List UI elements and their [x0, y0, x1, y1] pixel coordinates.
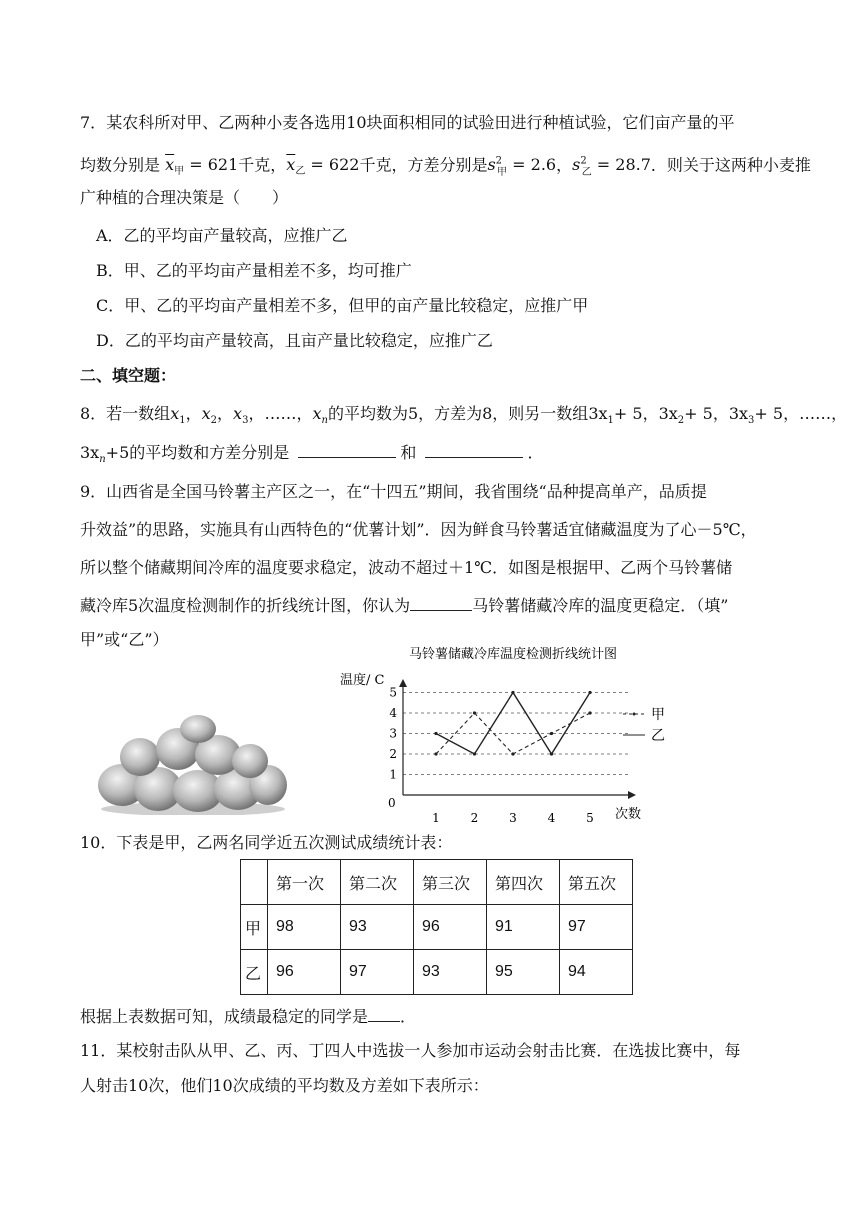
mean-yi-val: = 622 [310, 155, 360, 175]
chart-y-label: 温度/ C [340, 673, 385, 688]
q8-line-1 [80, 404, 847, 431]
q7-unit-1: 千克， [238, 155, 287, 175]
q10-after-text: 根据上表数据可知，成绩最稳定的同学是 [80, 1007, 369, 1026]
q9-line-2: 升效益”的思路，实施具有山西特色的“优薯计划”．因为鲜食马铃薯适宜储藏温度为了心－5℃， [80, 520, 757, 539]
q8-text-b: 的平均数为5，方差为8，则另一数组 [327, 404, 589, 423]
var-jia-sup: 2 [495, 156, 503, 167]
chart-x-label: 次数 [615, 807, 642, 822]
q8-x1: x [170, 404, 180, 423]
q8-dots: ，……， [248, 404, 313, 423]
q8-blank-mean[interactable] [298, 443, 396, 458]
table-header-cell: 第一次 [268, 860, 341, 905]
chart-y-axis-arrow [399, 679, 407, 687]
chart-legend-label: 甲 [651, 707, 665, 723]
table-cell: 91 [487, 905, 560, 950]
chart-x-tick-label: 5 [586, 811, 594, 825]
table-cell: 96 [268, 950, 341, 995]
table-row-label: 乙 [241, 950, 268, 995]
q11-line-1: 11．某校射击队从甲、乙、丙、丁四人中选拔一人参加市运动会射击比赛．在选拔比赛中，每 [80, 1041, 741, 1060]
q8-l2-plus: +5 [105, 443, 130, 462]
chart-point [550, 752, 553, 755]
q8-x2-sub: 2 [210, 415, 218, 427]
q7-line-3: 广种植的合理决策是（ ） [80, 188, 289, 207]
chart-point [550, 732, 553, 735]
chart-point [511, 691, 514, 694]
chart-point [511, 752, 514, 755]
chart-point [434, 752, 437, 755]
table-header-cell: 第五次 [560, 860, 633, 905]
q7-text-2end: ．则关于这两种小麦推 [650, 155, 811, 175]
q8-l2-text: 的平均数和方差分别是 [129, 443, 290, 462]
q7-option-c: C．甲、乙的平均亩产量相差不多，但甲的亩产量比较稳定，应推广甲 [96, 296, 589, 315]
q7-text-2a: 均数分别是 [80, 155, 161, 175]
q10-after [80, 1007, 416, 1027]
q7-option-a: A．乙的平均亩产量较高，应推广乙 [96, 226, 348, 245]
mean-jia-sub: 甲 [174, 166, 185, 178]
chart-legend-marker [633, 713, 636, 716]
mean-yi-expr [286, 155, 360, 178]
section-heading: 二、填空题： [80, 366, 177, 385]
q10-blank[interactable] [368, 1007, 400, 1022]
chart-y-tick-label: 3 [389, 726, 397, 741]
table-cell: 93 [414, 950, 487, 995]
q8-xn-sub: n [321, 415, 328, 427]
table-cell: 96 [414, 905, 487, 950]
q8-text-a: 8．若一数组 [80, 404, 171, 423]
chart-title: 马铃薯储藏冷库温度检测折线统计图 [408, 647, 618, 662]
chart-x-axis-arrow [628, 791, 636, 799]
q11-line-2: 人射击10次，他们10次成绩的平均数及方差如下表所示： [80, 1076, 489, 1095]
chart-legend-label: 乙 [651, 728, 665, 744]
q8-comma-1: ， [185, 404, 202, 423]
q9-line-3: 所以整个储藏期间冷库的温度要求稳定，波动不超过＋1℃．如图是根据甲、乙两个马铃薯储 [80, 558, 733, 577]
q10-after-end: ． [400, 1007, 417, 1026]
q9-text-4b: 马铃薯储藏冷库的温度更稳定．（填” [472, 596, 729, 615]
q8-e1-sub: 1 [607, 415, 614, 427]
q8-e3: 3x [728, 404, 749, 423]
q8-e1-plus: + 5 [613, 404, 643, 423]
q7-line-1 [80, 113, 735, 133]
mean-jia-var: $\overline{x}$ [165, 155, 175, 175]
table-cell: 93 [341, 905, 414, 950]
q7-line-2 [80, 152, 811, 183]
chart-point [473, 711, 476, 714]
scores-table [240, 859, 633, 995]
table-row [241, 905, 633, 950]
table-row-label: 甲 [241, 905, 268, 950]
table-header-cell: 第四次 [487, 860, 560, 905]
chart-y-tick-label: 5 [389, 685, 397, 700]
chart-x-tick-label: 3 [509, 811, 517, 825]
q8-e3-plus: + 5 [754, 404, 784, 423]
chart-x-tick-label: 4 [547, 811, 556, 825]
chart-point [588, 711, 591, 714]
var-yi-val: = 28.7 [596, 155, 651, 175]
chart-x-tick-label: 1 [432, 811, 440, 825]
q9-line-5: 甲”或“乙”） [80, 630, 169, 649]
mean-jia-val: = 621 [189, 155, 239, 175]
q8-e2: 3x [658, 404, 678, 423]
var-jia-val: = 2.6 [512, 155, 557, 175]
var-yi-sup: 2 [580, 156, 587, 167]
q8-e1: 3x [588, 404, 608, 423]
chart-point [588, 691, 591, 694]
q8-e3-sub: 3 [748, 415, 755, 427]
q8-comma-4: ， [712, 404, 729, 423]
mean-yi-sub: 乙 [295, 166, 306, 178]
q7-option-d: D．乙的平均亩产量较高，且亩产量比较稳定，应推广乙 [96, 331, 493, 350]
table-cell: 95 [487, 950, 560, 995]
q7-option-b: B．甲、乙的平均亩产量相差不多，均可推广 [96, 261, 412, 280]
q7-sep: ， [556, 155, 573, 175]
var-yi-s: s [572, 155, 581, 175]
q8-comma-2: ， [217, 404, 234, 423]
var-jia-sub: 甲 [497, 166, 508, 178]
table-header-cell: 第二次 [341, 860, 414, 905]
q8-and: 和 [400, 443, 417, 462]
table-cell: 97 [560, 905, 633, 950]
q7-text-1: 某农科所对甲、乙两种小麦各选用10块面积相同的试验田进行种植试验，它们亩产量的平 [106, 113, 735, 132]
q8-l2-sub: n [99, 454, 106, 466]
var-jia-expr [487, 155, 557, 178]
var-jia-s: s [487, 155, 496, 175]
table-cell: 98 [268, 905, 341, 950]
q9-text-4a: 藏冷库5次温度检测制作的折线统计图，你认为 [80, 596, 411, 615]
q8-x2: x [201, 404, 211, 423]
q8-xn: x [312, 404, 322, 423]
q9-line-4 [80, 596, 728, 616]
table-cell: 97 [341, 950, 414, 995]
q8-x1-sub: 1 [179, 415, 186, 427]
table-header-row [241, 860, 633, 905]
q8-e2-plus: + 5 [684, 404, 713, 423]
q10-intro: 10．下表是甲，乙两名同学近五次测试成绩统计表： [80, 833, 453, 852]
q8-x3-sub: 3 [242, 415, 249, 427]
chart-y-tick-label: 2 [389, 747, 397, 761]
q7-number: 7． [80, 113, 107, 132]
chart-x-tick-label: 2 [470, 811, 479, 825]
q8-e2-sub: 2 [677, 415, 685, 427]
table-header-cell [241, 860, 268, 905]
table-header-cell: 第三次 [414, 860, 487, 905]
mean-yi-var: $\overline{x}$ [286, 155, 296, 175]
q8-end: ，……， [783, 404, 848, 423]
q8-x3: x [233, 404, 243, 423]
q9-line-1: 9．山西省是全国马铃薯主产区之一，在“十四五”期间，我省围绕“品种提高单产，品质提 [80, 482, 707, 501]
table-row [241, 950, 633, 995]
q7-unit-2: 千克，方差分别是 [359, 155, 488, 175]
q8-period: ． [527, 443, 544, 462]
table-cell: 94 [560, 950, 633, 995]
chart-origin-label: 0 [388, 796, 396, 810]
chart-y-tick-label: 1 [389, 767, 397, 782]
q8-comma-3: ， [642, 404, 659, 423]
chart-point [434, 732, 437, 735]
mean-jia-expr [165, 155, 239, 178]
q9-blank[interactable] [410, 596, 472, 611]
var-yi-sub: 乙 [581, 166, 592, 178]
chart-point [473, 752, 476, 755]
chart-y-tick-label: 4 [389, 706, 397, 720]
temperature-line-chart [338, 640, 678, 825]
chart-series-line-2 [436, 693, 590, 755]
var-yi-expr [572, 155, 651, 178]
q8-blank-variance[interactable] [425, 443, 523, 458]
q8-l2-expr: 3x [80, 443, 100, 462]
q8-line-2 [80, 443, 543, 470]
potato-image [98, 715, 288, 815]
